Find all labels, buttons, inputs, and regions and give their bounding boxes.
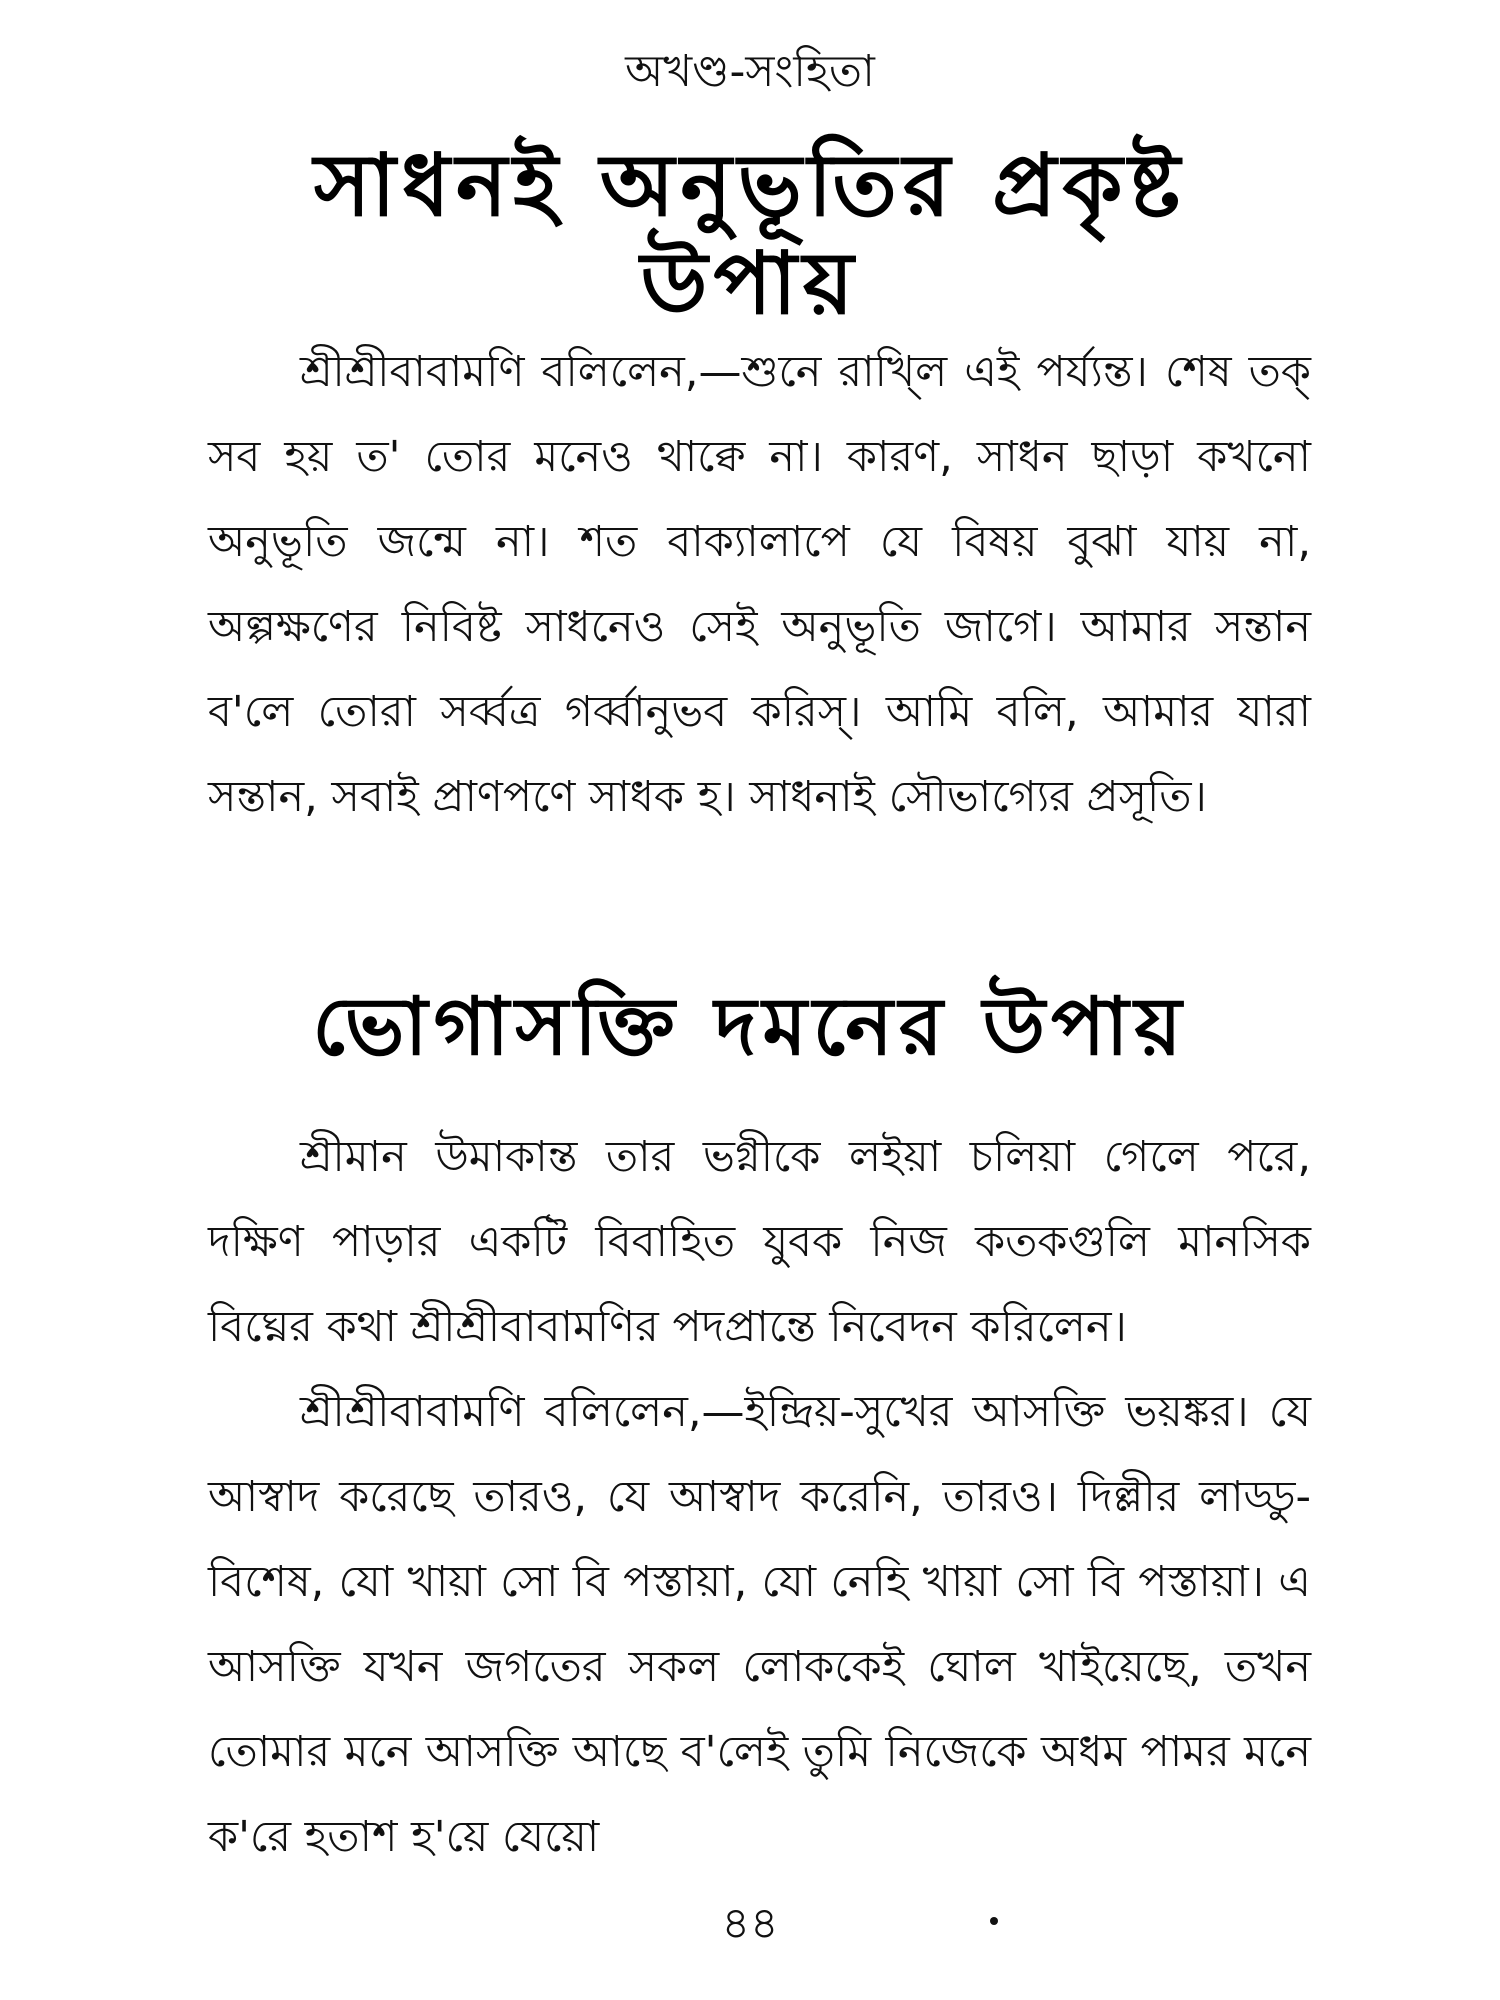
section-title-line-1: সাধনই অনুভূতির প্রকৃষ্ট [313, 136, 1187, 236]
section-2-title: ভোগাসক্তি দমনের উপায় [312, 980, 1188, 1073]
section-2-body [208, 1115, 1311, 1880]
stray-dot [990, 1917, 998, 1925]
paragraph: শ্রীমান উমাকান্ত তার ভগ্নীকে লইয়া চলিয়া গেলে পরে, দক্ষিণ পাড়ার একটি বিবাহিত যুবক নিজ কতকগুলি মানসিক বিঘ্নের কথা শ্রীশ্রীবাবামণির পদপ্রান্তে নিবেদন করিলেন। [208, 1132, 1311, 1352]
paragraph: শ্রীশ্রীবাবামণি বলিলেন,—ইন্দ্রিয়-সুখের আসক্তি ভয়ঙ্কর। যে আস্বাদ করেছে তারও, যে আস্বাদ করেনি, তারও। দিল্লীর লাড্ডু-বিশেষ, যো খায়া সো বি পস্তায়া, যো নেহি খায়া সো বি পস্তায়া। এ আসক্তি যখন জগতের সকল লোককেই ঘোল খাইয়েছে, তখন তোমার মনে আসক্তি আছে ব'লেই তুমি নিজেকে অধম পামর মনে ক'রে হতাশ হ'য়ে যেয়ো [208, 1387, 1311, 1862]
paragraph: শ্রীশ্রীবাবামণি বলিলেন,—শুনে রাখ্লি এই পর্য্যন্ত। শেষ তক্ সব হয় ত' তোর মনেও থাক্বে না। কারণ, সাধন ছাড়া কখনো অনুভূতি জন্মে না। শত বাক্যালাপে যে বিষয় বুঝা যায় না, অল্পক্ষণের নিবিষ্ট সাধনেও সেই অনুভূতি জাগে। আমার সন্তান ব'লে তোরা সর্ব্বত্র গর্ব্বানুভব করিস্। আমি বলি, আমার যারা সন্তান, সবাই প্রাণপণে সাধক হ। সাধনাই সৌভাগ্যের প্রসূতি। [208, 347, 1311, 822]
running-head: অখণ্ড-সংহিতা [625, 46, 875, 97]
page-number: ৪৪ [721, 1898, 779, 1949]
section-1-body [208, 330, 1311, 840]
section-title-line-2: উপায় [640, 234, 860, 334]
